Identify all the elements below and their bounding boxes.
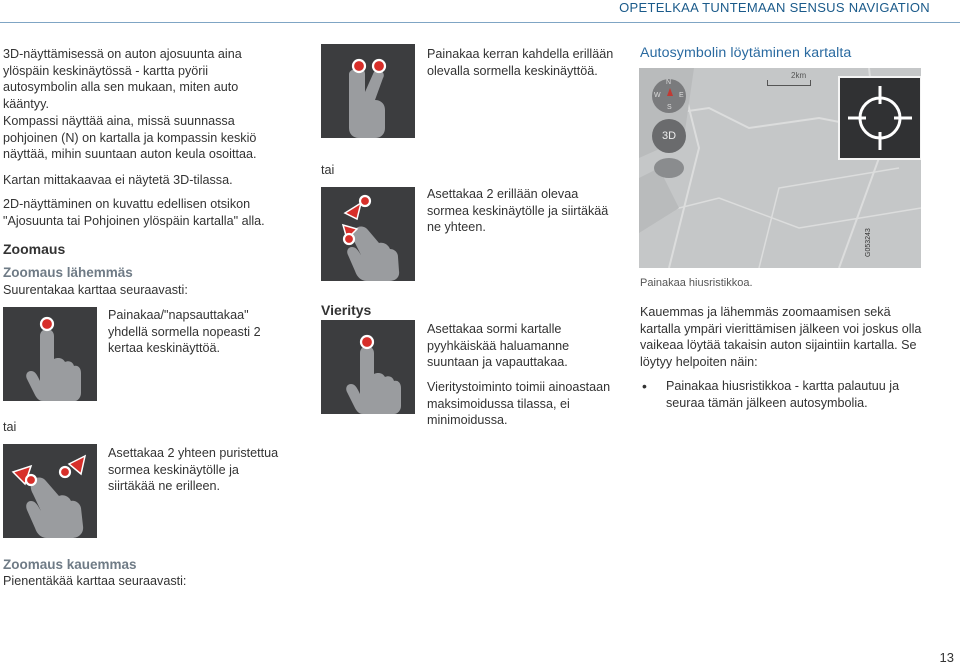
single-finger-tap-icon <box>3 307 97 401</box>
paragraph-scale: Kartan mittakaavaa ei näytetä 3D-tilassa. <box>3 173 233 187</box>
two-finger-tap-icon <box>321 44 415 138</box>
map-figure-caption: Painakaa hiusristikkoa. <box>640 277 753 289</box>
scale-label: 2km <box>791 71 807 80</box>
spread-fingers-icon <box>3 444 97 538</box>
swipe-finger-icon <box>321 320 415 414</box>
pinch-description: Asettakaa 2 erillään olevaa sormea keskinäytölle ja siirtäkää ne yhteen. <box>427 187 609 235</box>
section-heading-scroll: Vieritys <box>321 302 372 318</box>
scroll-description-2: Vieritystoiminto toimii ainoastaan maksimoidussa tilassa, ei minimoidussa. <box>427 380 611 428</box>
find-car-symbol-heading: Autosymbolin löytäminen kartalta <box>640 45 852 61</box>
crosshair-button[interactable] <box>838 76 921 160</box>
double-tap-description: Painakaa/"napsauttakaa" yhdellä sormella nopeasti 2 kertaa keskinäyttöä. <box>108 308 261 356</box>
map-figure <box>639 68 921 268</box>
3d-button[interactable]: 3D <box>652 119 686 153</box>
scale-bar <box>767 80 811 86</box>
subheading-zoom-in: Zoomaus lähemmäs <box>3 265 133 280</box>
swipe-gesture-illustration <box>321 320 415 414</box>
scroll-description-1: Asettakaa sormi kartalle pyyhkäiskää haluamanne suuntaan ja vapauttakaa. <box>427 322 570 370</box>
or-label-1: tai <box>3 420 17 434</box>
pinch-gesture-illustration <box>321 187 415 281</box>
page-header <box>0 0 960 24</box>
paragraph-compass: Kompassi näyttää aina, missä suunnassa pohjoinen (N) on kartalla ja kompassin keskiö näyttää, mihin suuntaan auton keula osoittaa. <box>3 114 257 162</box>
find-car-symbol-body: Kauemmas ja lähemmäs zoomaamisen sekä kartalla ympäri vierittämisen jälkeen voi joskus olla vaikeaa löytää takaisin auton sijaintiin kartalla. Se löytyy helpoiten näin: <box>640 305 922 369</box>
compass-icon: N W E S <box>652 79 686 113</box>
spread-gesture-illustration <box>3 444 97 538</box>
header-rule <box>0 22 960 23</box>
header-title: OPETELKAA TUNTEMAAN SENSUS NAVIGATION <box>619 0 930 15</box>
page-number: 13 <box>939 650 954 665</box>
instruction-item: • Painakaa hiusristikkoa - kartta palautuu ja seuraa tämän jälkeen autosymbolia. <box>640 378 930 411</box>
two-finger-tap-gesture-illustration <box>321 44 415 138</box>
instruction-list <box>640 378 930 411</box>
car-symbol-marker <box>654 158 684 178</box>
pinch-fingers-icon <box>321 187 415 281</box>
zoom-in-intro: Suurentakaa karttaa seuraavasti: <box>3 283 188 297</box>
or-label-2: tai <box>321 163 335 177</box>
crosshair-icon <box>840 78 920 158</box>
zoom-out-intro: Pienentäkää karttaa seuraavasti: <box>3 574 187 588</box>
section-heading-zoom: Zoomaus <box>3 241 66 257</box>
spread-description: Asettakaa 2 yhteen puristettua sormea keskinäytölle ja siirtäkää ne erilleen. <box>108 446 279 494</box>
two-finger-tap-description: Painakaa kerran kahdella erillään olevalla sormella keskinäyttöä. <box>427 47 614 78</box>
figure-code: G053243 <box>865 228 872 257</box>
subheading-zoom-out: Zoomaus kauemmas <box>3 557 137 572</box>
paragraph-3d-view: 3D-näyttämisessä on auton ajosuunta aina ylöspäin keskinäytössä - kartta pyörii autosymbolin alla sen mukaan, miten auto kääntyy. <box>3 47 242 111</box>
double-tap-gesture-illustration <box>3 307 97 401</box>
paragraph-2d-view: 2D-näyttäminen on kuvattu edellisen otsikon "Ajosuunta tai Pohjoinen ylöspäin kartalla" alla. <box>3 197 265 228</box>
